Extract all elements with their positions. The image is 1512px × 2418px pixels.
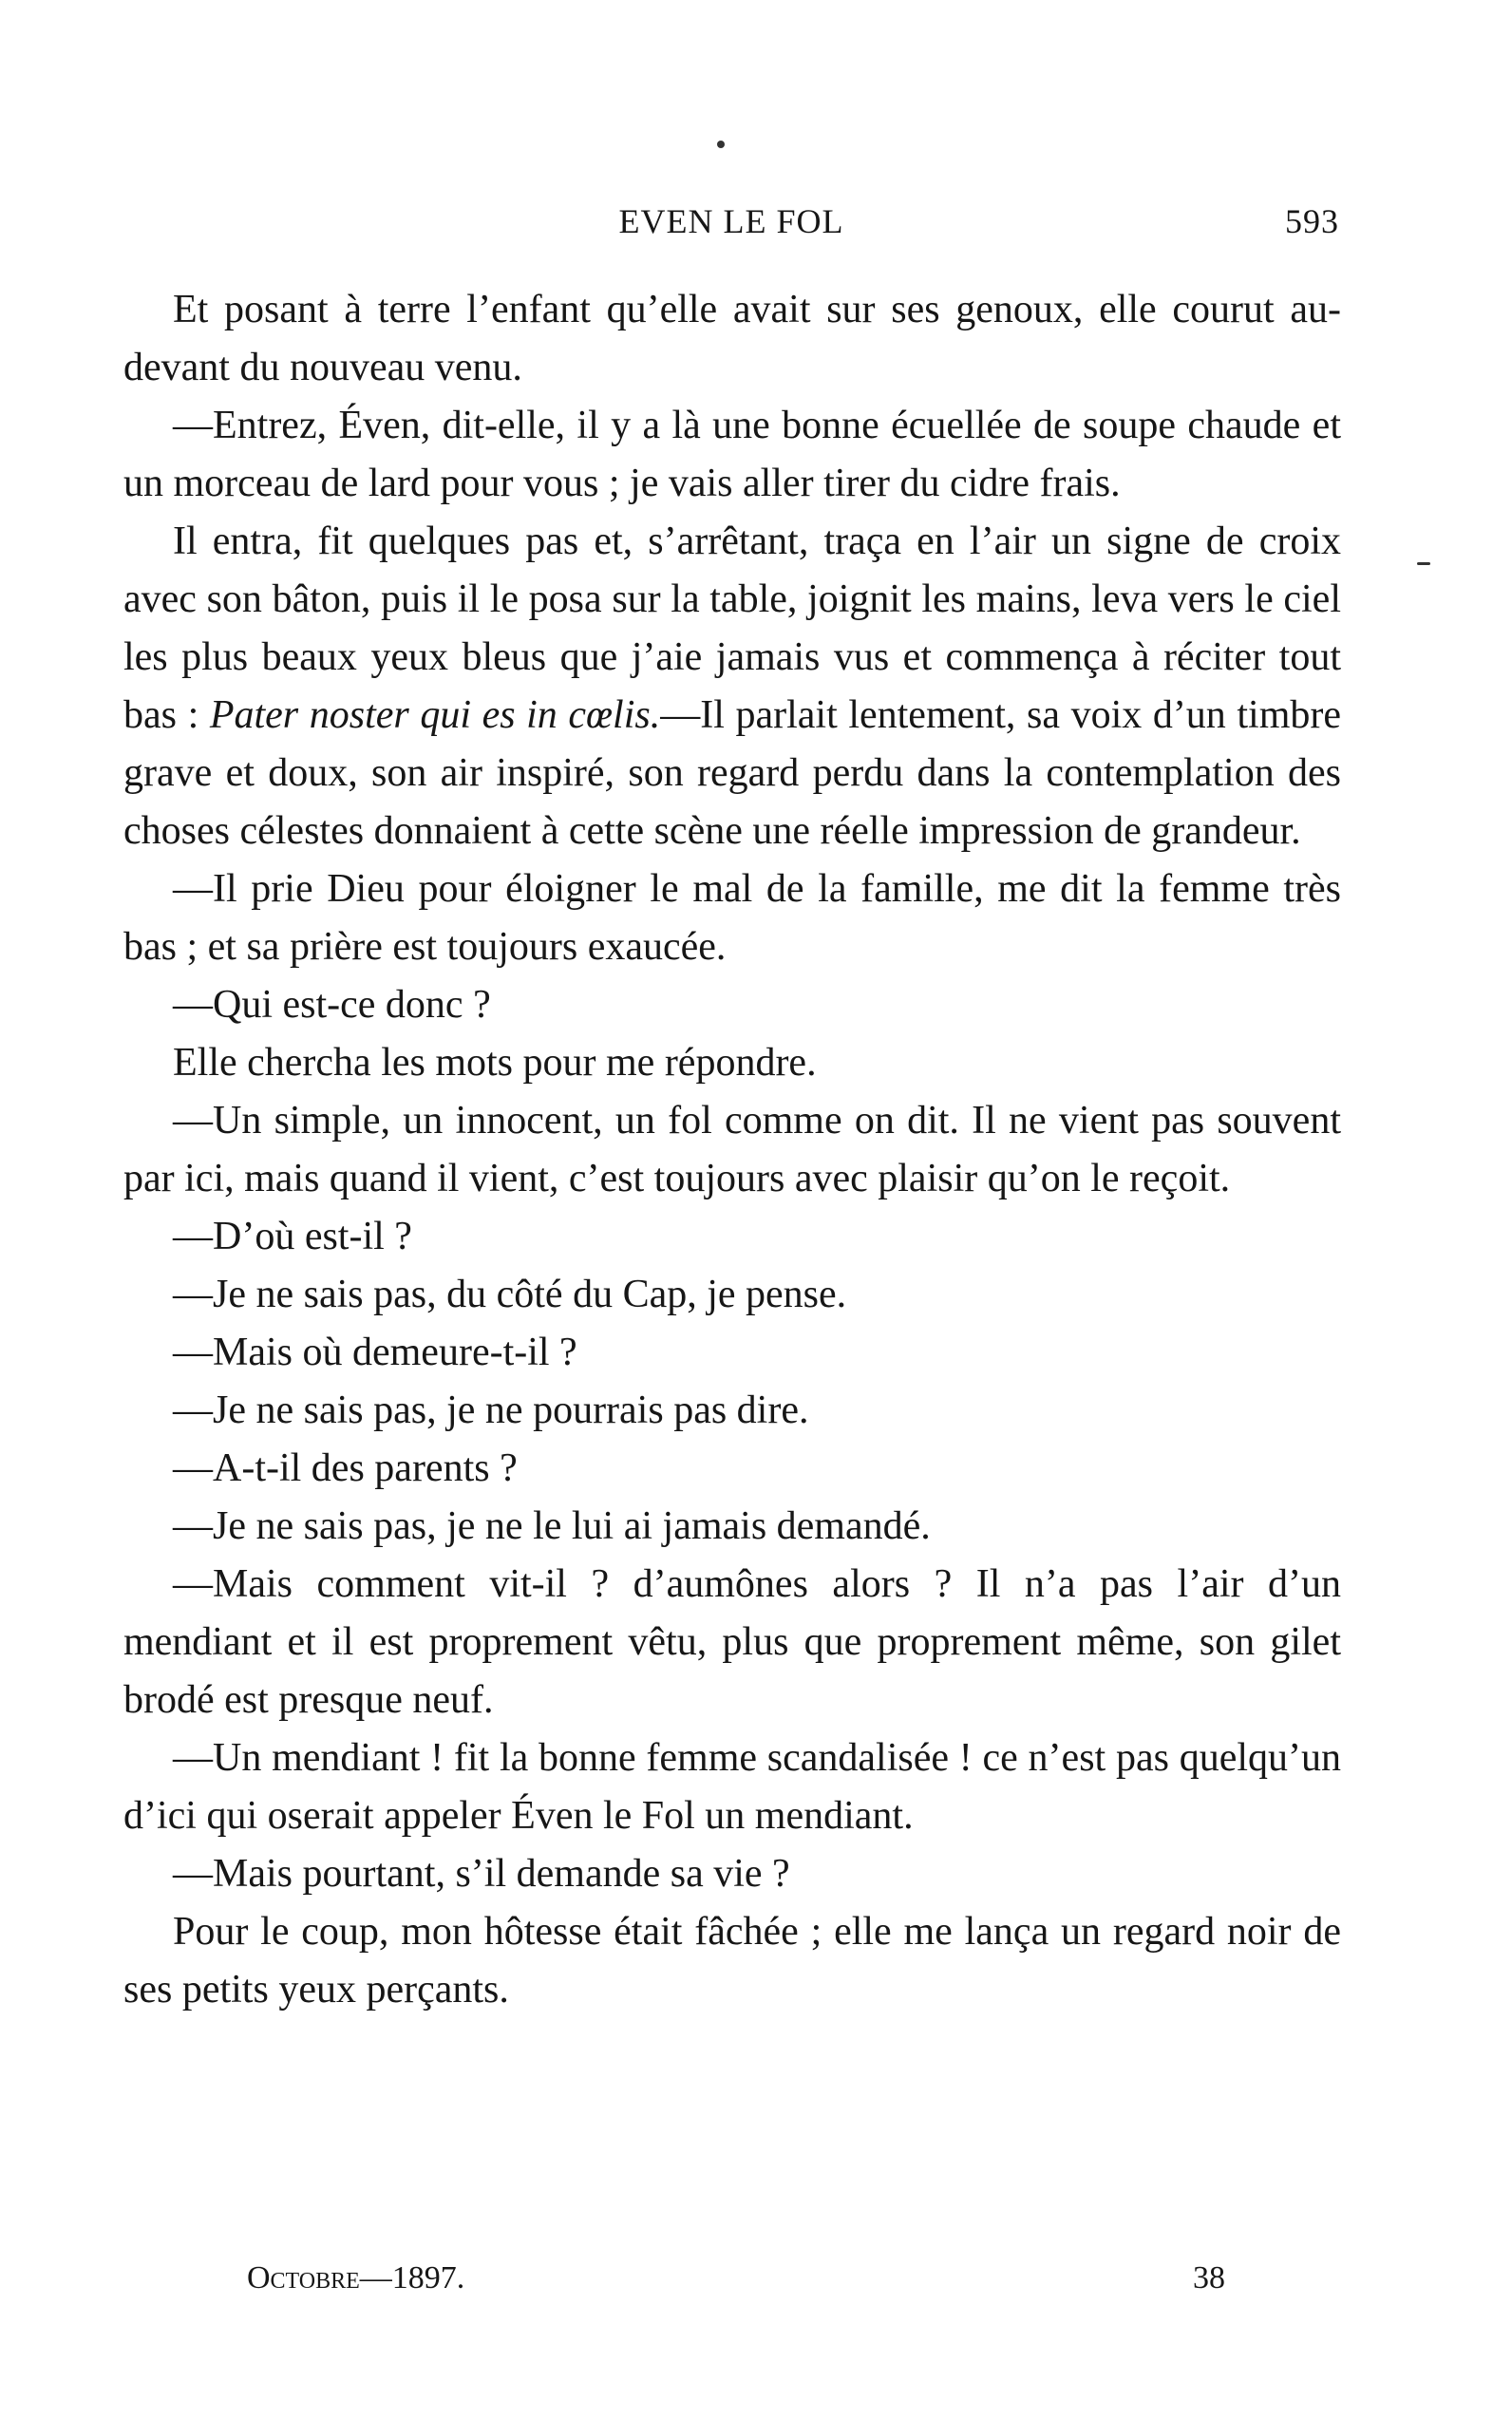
paragraph [123, 513, 1341, 860]
paragraph: Elle chercha les mots pour me répondre. [173, 1041, 817, 1085]
body-text [123, 281, 1341, 2019]
signature-month: Octobre [247, 2260, 360, 2295]
paragraph: —Entrez, Éven, dit-elle, il y a là une bonne écuellée de soupe chaude et un morceau de lard pour vous ; je vais aller tirer du cidre frais. [123, 404, 1341, 505]
running-title: EVEN LE FOL [618, 202, 844, 240]
ink-speck [717, 141, 725, 148]
signature-mark [247, 2260, 464, 2296]
signature-year: —1897. [359, 2260, 465, 2295]
paragraph: Et posant à terre l’enfant qu’elle avait sur ses genoux, elle courut au-devant du nouveau venu. [123, 288, 1341, 389]
paragraph: —Mais pourtant, s’il demande sa vie ? [173, 1852, 790, 1896]
paragraph: —A-t-il des parents ? [173, 1446, 518, 1490]
paragraph: —Un simple, un innocent, un fol comme on dit. Il ne vient pas souvent par ici, mais quand il vient, c’est toujours avec plaisir qu’on le reçoit. [123, 1099, 1341, 1200]
sheet-number: 38 [1193, 2260, 1225, 2295]
paragraph: —Mais où demeure-t-il ? [173, 1331, 577, 1374]
latin-prayer: Pater noster qui es in cœlis. [209, 693, 661, 737]
paragraph: —D’où est-il ? [173, 1215, 412, 1258]
paragraph-text: —Il parlait lentement, sa voix d’un timbre grave et doux, son air inspiré, son regard perdu dans la contemplation des choses célestes donnaient à cette scène une réelle impression de grandeur. [123, 693, 1342, 853]
paragraph: —Qui est-ce donc ? [173, 983, 491, 1027]
paragraph: —Un mendiant ! fit la bonne femme scandalisée ! ce n’est pas quelqu’un d’ici qui oserait appeler Éven le Fol un mendiant. [123, 1736, 1341, 1838]
paragraph: —Je ne sais pas, je ne pourrais pas dire. [173, 1388, 809, 1432]
paragraph: —Je ne sais pas, du côté du Cap, je pense. [173, 1273, 847, 1316]
page-footer [247, 2260, 1225, 2308]
running-head [123, 190, 1339, 247]
page-number: 593 [1285, 202, 1339, 240]
paragraph: Pour le coup, mon hôtesse était fâchée ; elle me lança un regard noir de ses petits yeux perçants. [123, 1910, 1341, 2012]
paragraph-text: Il entra, fit quelques pas et, s’arrêtant, traça en l’air un signe de croix avec son bâton, puis il le posa sur la table, joignit les mains, leva vers le ciel les plus beaux yeux bleus que j’aie jamais vus et commença à réciter tout bas : [123, 519, 1341, 737]
paragraph: —Il prie Dieu pour éloigner le mal de la famille, me dit la femme très bas ; et sa prière est toujours exaucée. [123, 867, 1341, 969]
ink-mark [1417, 562, 1430, 565]
paragraph: —Mais comment vit-il ? d’aumônes alors ? Il n’a pas l’air d’un mendiant et il est proprement vêtu, plus que proprement même, son gilet brodé est presque neuf. [123, 1562, 1341, 1722]
paragraph: —Je ne sais pas, je ne le lui ai jamais demandé. [173, 1504, 931, 1548]
